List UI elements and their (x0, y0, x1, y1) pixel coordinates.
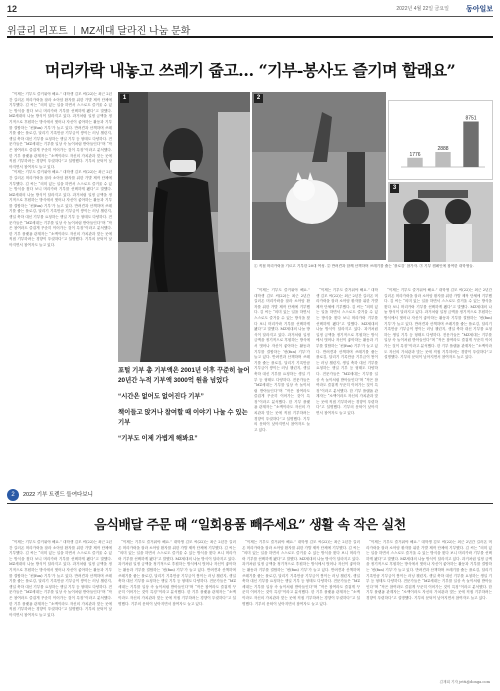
body-text: “이제는 기부도 즐거워야 해요.” 대학생 김모 씨(22)는 최근 2년간 길러온 머리카락을 잘라 소아암 환자를 위한 가발 제작 단체에 기부했다. 김 씨는 “의미 있는 일을 하면서 스스로도 즐거울 수 있는 방식을 찾다 보니 머리카락 기부를 선택하게 됐다”고 말했다. MZ세대의 나눔 방식이 달라지고 있다. 과거처럼 일정 금액을 정기적으로 후원하는 방식에서 벗어나 자신이 좋아하는 활동과 기부를 결합하는 ‘펀(fun) 기부’가 늘고 있다. 반려견과 산책하며 쓰레기를 줍는 플로깅, 달리기 기록만큼 기부금이 쌓이는 러닝 챌린지, 생일 축하 대신 기부를 요청하는 생일 기부 등 형태도 다양하다. 전문가들은 “MZ세대는 기부를 일상 속 놀이처럼 받아들인다”며 “작은 참여라도 즐겁게 꾸준히 이어가는 것이 특징”이라고 분석했다. 한 기부 플랫폼 관계자는 “소액이라도 자신의 가치관과 맞는 곳에 직접 기부하려는 경향이 뚜렷하다”고 설명했다. 기부의 문턱이 낮아지면서 참여자도 늘고 있다. (9, 92, 112, 169)
body-text-3: “이제는 기부도 즐거워야 해요.” 대학생 김모 씨(22)는 최근 2년간 길러온 머리카락을 잘라 소아암 환자를 위한 가발 제작 단체에 기부했다. 김 씨는 “의미 있는 일을 하면서 스스로도 즐거울 수 있는 방식을 찾다 보니 머리카락 기부를 선택하게 됐다”고 말했다. MZ세대의 나눔 방식이 달라지고 있다. 과거처럼 일정 금액을 정기적으로 후원하는 방식에서 벗어나 자신이 좋아하는 활동과 기부를 결합하는 ‘펀(fun) 기부’가 늘고 있다. 반려견과 산책하며 쓰레기를 줍는 플로깅, 달리기 기록만큼 기부금이 쌓이는 러닝 챌린지, 생일 축하 대신 기부를 요청하는 생일 기부 등 형태도 다양하다. 전문가들은 “MZ세대는 기부를 일상 속 놀이처럼 받아들인다”며 “작은 참여라도 즐겁게 꾸준히 이어가는 것이 특징”이라고 분석했다. 한 기부 플랫폼 관계자는 “소액이라도 자신의 가치관과 맞는 곳에 직접 기부하려는 경향이 뚜렷하다”고 설명했다. 기부의 문턱이 낮아지면서 참여자도 늘고 있다. (254, 288, 310, 432)
subsection-tag (7, 489, 93, 501)
photo-campaign (388, 182, 493, 262)
page-header (7, 4, 493, 16)
section-title: MZ세대 달라진 나눔 문화 (80, 26, 191, 37)
second-body-text-2: “이제는 기부도 즐거워야 해요.” 대학생 김모 씨(22)는 최근 2년간 길러온 머리카락을 잘라 소아암 환자를 위한 가발 제작 단체에 기부했다. 김 씨는 “의미 있는 일을 하면서 스스로도 즐거울 수 있는 방식을 찾다 보니 머리카락 기부를 선택하게 됐다”고 말했다. MZ세대의 나눔 방식이 달라지고 있다. 과거처럼 일정 금액을 정기적으로 후원하는 방식에서 벗어나 자신이 좋아하는 활동과 기부를 결합하는 ‘펀(fun) 기부’가 늘고 있다. 반려견과 산책하며 쓰레기를 줍는 플로깅, 달리기 기록만큼 기부금이 쌓이는 러닝 챌린지, 생일 축하 대신 기부를 요청하는 생일 기부 등 형태도 다양하다. 전문가들은 “MZ세대는 기부를 일상 속 놀이처럼 받아들인다”며 “작은 참여라도 즐겁게 꾸준히 이어가는 것이 특징”이라고 분석했다. 한 기부 플랫폼 관계자는 “소액이라도 자신의 가치관과 맞는 곳에 직접 기부하려는 경향이 뚜렷하다”고 설명했다. 기부의 문턱이 낮아지면서 참여자도 늘고 있다. (118, 540, 236, 606)
body-text-2: “이제는 기부도 즐거워야 해요.” 대학생 김모 씨(22)는 최근 2년간 길러온 머리카락을 잘라 소아암 환자를 위한 가발 제작 단체에 기부했다. 김 씨는 “의미 있는 일을 하면서 스스로도 즐거울 수 있는 방식을 찾다 보니 머리카락 기부를 선택하게 됐다”고 말했다. MZ세대의 나눔 방식이 달라지고 있다. 과거처럼 일정 금액을 정기적으로 후원하는 방식에서 벗어나 자신이 좋아하는 활동과 기부를 결합하는 ‘펀(fun) 기부’가 늘고 있다. 반려견과 산책하며 쓰레기를 줍는 플로깅, 달리기 기록만큼 기부금이 쌓이는 러닝 챌린지, 생일 축하 대신 기부를 요청하는 생일 기부 등 형태도 다양하다. 전문가들은 “MZ세대는 기부를 일상 속 놀이처럼 받아들인다”며 “작은 참여라도 즐겁게 꾸준히 이어가는 것이 특징”이라고 분석했다. 한 기부 플랫폼 관계자는 “소액이라도 자신의 가치관과 맞는 곳에 직접 기부하려는 경향이 뚜렷하다”고 설명했다. 기부의 문턱이 낮아지면서 참여자도 늘고 있다. (9, 170, 112, 248)
subsection-label: 2022 기부 트렌드 들여다보니 (23, 492, 93, 498)
chart-value-label: 8751 (465, 115, 477, 122)
chart-bar (463, 121, 478, 167)
body-column-4 (384, 288, 492, 484)
chart-bar (435, 152, 450, 167)
header-rule (7, 16, 493, 17)
body-column-3 (316, 288, 378, 484)
page-number: 12 (7, 4, 18, 14)
subsection-number: 2 (7, 489, 19, 501)
body-column-2 (254, 288, 310, 484)
body-text-5: “이제는 기부도 즐거워야 해요.” 대학생 김모 씨(22)는 최근 2년간 길러온 머리카락을 잘라 소아암 환자를 위한 가발 제작 단체에 기부했다. 김 씨는 “의미 있는 일을 하면서 스스로도 즐거울 수 있는 방식을 찾다 보니 머리카락 기부를 선택하게 됐다”고 말했다. MZ세대의 나눔 방식이 달라지고 있다. 과거처럼 일정 금액을 정기적으로 후원하는 방식에서 벗어나 자신이 좋아하는 활동과 기부를 결합하는 ‘펀(fun) 기부’가 늘고 있다. 반려견과 산책하며 쓰레기를 줍는 플로깅, 달리기 기록만큼 기부금이 쌓이는 러닝 챌린지, 생일 축하 대신 기부를 요청하는 생일 기부 등 형태도 다양하다. 전문가들은 “MZ세대는 기부를 일상 속 놀이처럼 받아들인다”며 “작은 참여라도 즐겁게 꾸준히 이어가는 것이 특징”이라고 분석했다. 한 기부 플랫폼 관계자는 “소액이라도 자신의 가치관과 맞는 곳에 직접 기부하려는 경향이 뚜렷하다”고 설명했다. 기부의 문턱이 낮아지면서 참여자도 늘고 있다. (384, 288, 492, 360)
chart-bar (407, 158, 422, 167)
pull-quote-line-4: “기부도 이제 가볍게 해봐요” (118, 435, 198, 442)
byline: 김재희 기자 jetti@donga.com (439, 680, 490, 684)
pull-quote-line-1: 포털 기부 총 기부액은 2001년 이후 꾸준히 늘어 20년간 누적 기부액 3000억 원을 넘었다 (118, 367, 250, 384)
second-body-text-3: “이제는 기부도 즐거워야 해요.” 대학생 김모 씨(22)는 최근 2년간 길러온 머리카락을 잘라 소아암 환자를 위한 가발 제작 단체에 기부했다. 김 씨는 “의미 있는 일을 하면서 스스로도 즐거울 수 있는 방식을 찾다 보니 머리카락 기부를 선택하게 됐다”고 말했다. MZ세대의 나눔 방식이 달라지고 있다. 과거처럼 일정 금액을 정기적으로 후원하는 방식에서 벗어나 자신이 좋아하는 활동과 기부를 결합하는 ‘펀(fun) 기부’가 늘고 있다. 반려견과 산책하며 쓰레기를 줍는 플로깅, 달리기 기록만큼 기부금이 쌓이는 러닝 챌린지, 생일 축하 대신 기부를 요청하는 생일 기부 등 형태도 다양하다. 전문가들은 “MZ세대는 기부를 일상 속 놀이처럼 받아들인다”며 “작은 참여라도 즐겁게 꾸준히 이어가는 것이 특징”이라고 분석했다. 한 기부 플랫폼 관계자는 “소액이라도 자신의 가치관과 맞는 곳에 직접 기부하려는 경향이 뚜렷하다”고 설명했다. 기부의 문턱이 낮아지면서 참여자도 늘고 있다. (242, 540, 360, 606)
chart-value-label: 1776 (409, 151, 421, 158)
photo-number-3: 3 (390, 184, 399, 193)
donation-chart (388, 100, 493, 180)
photo-1-image (118, 92, 250, 362)
paper-logo: 동아일보 (465, 6, 493, 13)
body-text-4: “이제는 기부도 즐거워야 해요.” 대학생 김모 씨(22)는 최근 2년간 길러온 머리카락을 잘라 소아암 환자를 위한 가발 제작 단체에 기부했다. 김 씨는 “의미 있는 일을 하면서 스스로도 즐거울 수 있는 방식을 찾다 보니 머리카락 기부를 선택하게 됐다”고 말했다. MZ세대의 나눔 방식이 달라지고 있다. 과거처럼 일정 금액을 정기적으로 후원하는 방식에서 벗어나 자신이 좋아하는 활동과 기부를 결합하는 ‘펀(fun) 기부’가 늘고 있다. 반려견과 산책하며 쓰레기를 줍는 플로깅, 달리기 기록만큼 기부금이 쌓이는 러닝 챌린지, 생일 축하 대신 기부를 요청하는 생일 기부 등 형태도 다양하다. 전문가들은 “MZ세대는 기부를 일상 속 놀이처럼 받아들인다”며 “작은 참여라도 즐겁게 꾸준히 이어가는 것이 특징”이라고 분석했다. 한 기부 플랫폼 관계자는 “소액이라도 자신의 가치관과 맞는 곳에 직접 기부하려는 경향이 뚜렷하다”고 설명했다. 기부의 문턱이 낮아지면서 참여자도 늘고 있다. (316, 288, 378, 416)
second-headline: 음식배달 주문 때 “일회용품 빼주세요” 생활 속 작은 실천 (94, 518, 406, 533)
pull-quote-line-3: 책이들고 앉거나 참여할 때 이야기 나눌 수 있는 기부 (118, 409, 248, 426)
second-body-text-4: “이제는 기부도 즐거워야 해요.” 대학생 김모 씨(22)는 최근 2년간 길러온 머리카락을 잘라 소아암 환자를 위한 가발 제작 단체에 기부했다. 김 씨는 “의미 있는 일을 하면서 스스로도 즐거울 수 있는 방식을 찾다 보니 머리카락 기부를 선택하게 됐다”고 말했다. MZ세대의 나눔 방식이 달라지고 있다. 과거처럼 일정 금액을 정기적으로 후원하는 방식에서 벗어나 자신이 좋아하는 활동과 기부를 결합하는 ‘펀(fun) 기부’가 늘고 있다. 반려견과 산책하며 쓰레기를 줍는 플로깅, 달리기 기록만큼 기부금이 쌓이는 러닝 챌린지, 생일 축하 대신 기부를 요청하는 생일 기부 등 형태도 다양하다. 전문가들은 “MZ세대는 기부를 일상 속 놀이처럼 받아들인다”며 “작은 참여라도 즐겁게 꾸준히 이어가는 것이 특징”이라고 분석했다. 한 기부 플랫폼 관계자는 “소액이라도 자신의 가치관과 맞는 곳에 직접 기부하려는 경향이 뚜렷하다”고 설명했다. 기부의 문턱이 낮아지면서 참여자도 늘고 있다. (366, 540, 492, 600)
section-label: 위클리 리포트 (7, 26, 68, 37)
section-divider (74, 26, 75, 35)
second-body-column-4 (366, 540, 492, 678)
pull-quote-line-2: “시간은 없어도 없어진다 기부” (118, 393, 204, 400)
chart-value-label: 2888 (437, 145, 449, 152)
main-headline: 머리카락 내놓고 쓰레기 줍고… “기부-봉사도 즐기며 할래요” (44, 61, 456, 80)
photo-3-image (388, 182, 493, 262)
photo-caption: ① 직접 머리카락을 기르고 기부한 20대 여성. ② 반려견과 함께 산책하며 쓰레기를 줍는 ‘플로깅’ 참가자. ③ 기부 캠페인에 참여한 대학생들. (254, 264, 474, 268)
chart-svg (389, 101, 492, 179)
issue-date: 2022년 4월 22일 금요일 (396, 6, 449, 12)
pull-quote (118, 366, 250, 486)
photo-hair-donation (118, 92, 250, 362)
photo-plogging-dog (252, 92, 386, 260)
section-bar (7, 22, 190, 37)
body-column-1 (9, 92, 112, 484)
section-rule (7, 36, 493, 38)
second-body-column-2 (118, 540, 236, 678)
second-body-column-3 (242, 540, 360, 678)
second-body-column-1 (9, 540, 112, 678)
subsection-rule (7, 503, 493, 504)
photo-2-image (252, 92, 386, 260)
photo-number-2: 2 (254, 94, 263, 103)
photo-number-1: 1 (120, 94, 129, 103)
second-body-text-1: “이제는 기부도 즐거워야 해요.” 대학생 김모 씨(22)는 최근 2년간 길러온 머리카락을 잘라 소아암 환자를 위한 가발 제작 단체에 기부했다. 김 씨는 “의미 있는 일을 하면서 스스로도 즐거울 수 있는 방식을 찾다 보니 머리카락 기부를 선택하게 됐다”고 말했다. MZ세대의 나눔 방식이 달라지고 있다. 과거처럼 일정 금액을 정기적으로 후원하는 방식에서 벗어나 자신이 좋아하는 활동과 기부를 결합하는 ‘펀(fun) 기부’가 늘고 있다. 반려견과 산책하며 쓰레기를 줍는 플로깅, 달리기 기록만큼 기부금이 쌓이는 러닝 챌린지, 생일 축하 대신 기부를 요청하는 생일 기부 등 형태도 다양하다. 전문가들은 “MZ세대는 기부를 일상 속 놀이처럼 받아들인다”며 “작은 참여라도 즐겁게 꾸준히 이어가는 것이 특징”이라고 분석했다. 한 기부 플랫폼 관계자는 “소액이라도 자신의 가치관과 맞는 곳에 직접 기부하려는 경향이 뚜렷하다”고 설명했다. 기부의 문턱이 낮아지면서 참여자도 늘고 있다. (9, 540, 112, 617)
